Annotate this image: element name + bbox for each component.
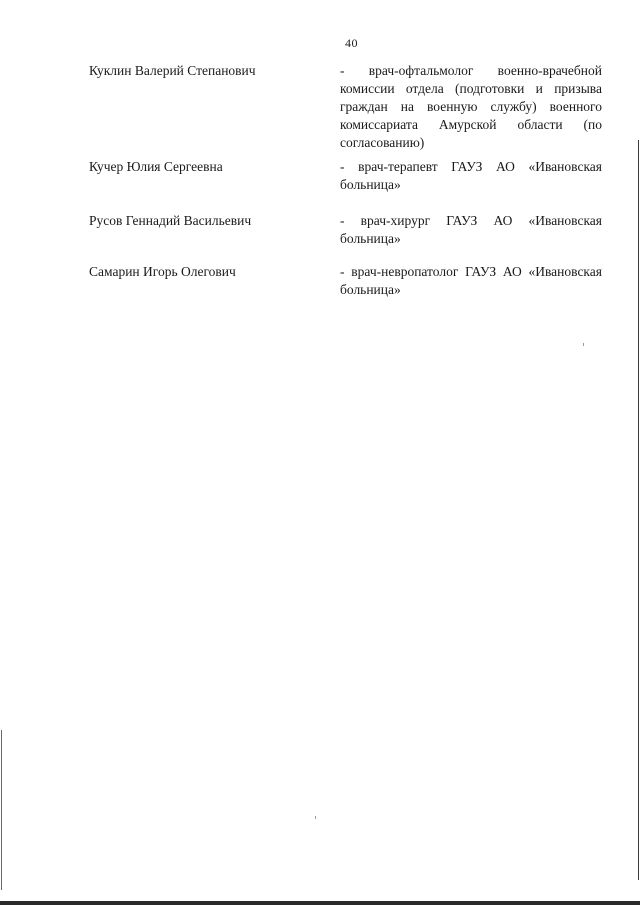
person-name: Самарин Игорь Олегович	[89, 264, 236, 279]
person-role: - врач-хирург ГАУЗ АО «Ивановская больница»	[340, 213, 602, 246]
person-role: - врач-терапевт ГАУЗ АО «Ивановская больница»	[340, 159, 602, 192]
person-name: Русов Геннадий Васильевич	[89, 213, 252, 228]
page-number: 40	[345, 36, 358, 50]
scan-edge-bottom	[0, 901, 640, 905]
scan-speck	[315, 816, 316, 819]
person-role: - врач-невропатолог ГАУЗ АО «Ивановская больница»	[340, 264, 602, 297]
scan-edge-left	[1, 730, 2, 890]
scan-edge-right	[638, 140, 639, 880]
person-name: Кучер Юлия Сергеевна	[89, 159, 223, 174]
person-role: - врач-офтальмолог военно-врачебной комиссии отдела (подготовки и призыва граждан на военную службу) военного комиссариата Амурской области (по согласованию)	[340, 63, 602, 150]
scan-speck	[583, 343, 584, 346]
person-name: Куклин Валерий Степанович	[89, 63, 256, 78]
